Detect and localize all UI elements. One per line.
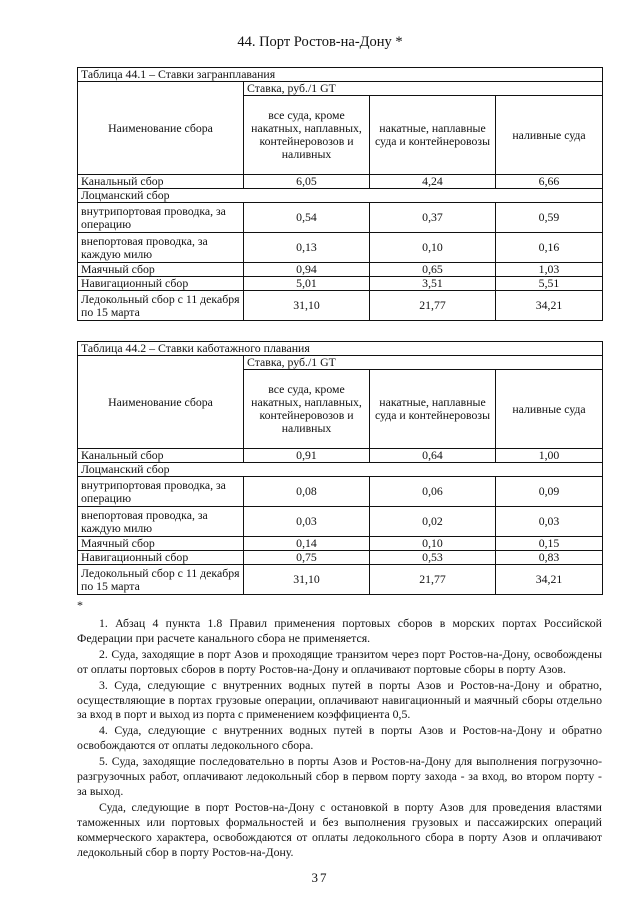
rate-value: 5,51 [496,277,603,291]
rate-value: 0,75 [244,551,370,565]
fee-name: внутрипортовая проводка, за операцию [78,203,244,233]
table-row [78,537,603,551]
table-row [78,565,603,595]
note-paragraph: 2. Суда, заходящие в порт Азов и проходящие транзитом через порт Ростов-на-Дону, освобождены от оплаты портовых сборов в порту Ростов-на-Дону и оплачивают портовые сборы в порту Азов. [77,646,602,676]
rate-value: 0,03 [244,507,370,537]
rate-value: 1,03 [496,263,603,277]
rate-value: 0,53 [370,551,496,565]
table-row [78,477,603,507]
table-row [78,203,603,233]
rate-value: 34,21 [496,291,603,321]
fee-name: Маячный сбор [78,263,244,277]
col-header-roro: накатные, наплавные суда и контейнеровозы [370,96,496,175]
rate-value: 0,91 [244,449,370,463]
rate-value: 5,01 [244,277,370,291]
table-port-fees-foreign [77,67,602,321]
rate-value: 34,21 [496,565,603,595]
rate-value: 6,66 [496,175,603,189]
table-caption: Таблица 44.1 – Ставки загранплавания [78,68,603,82]
table-port-fees-cabotage [77,341,602,595]
fee-name: Навигационный сбор [78,277,244,291]
fee-name-header: Наименование сбора [78,82,244,175]
rate-value: 6,05 [244,175,370,189]
rate-value: 31,10 [244,565,370,595]
footnote-notes [77,616,602,861]
note-paragraph: Суда, следующие в порт Ростов-на-Дону с остановкой в порту Азов для проведения властями таможенных или портовых формальностей и без выполнения грузовых и пассажирских операций коммерческого характера, освобождаются от оплаты ледокольного сбора в порту Азов и оплачивают ледокольный сбор в порту Ростов-на-Дону. [77,799,602,859]
table-row [78,263,603,277]
note-paragraph: 5. Суда, заходящие последовательно в порты Азов и Ростов-на-Дону для выполнения погрузочно-разгрузочных работ, оплачивают ледокольный сбор в первом порту захода - за вход, во втором порту - за выход. [77,754,602,798]
rate-value: 4,24 [370,175,496,189]
col-header-tankers: наливные суда [496,370,603,449]
fee-name-header: Наименование сбора [78,356,244,449]
rate-value: 31,10 [244,291,370,321]
rate-value: 0,10 [370,537,496,551]
rate-value: 0,03 [496,507,603,537]
table-row [78,449,603,463]
rate-value: 3,51 [370,277,496,291]
rate-value: 0,54 [244,203,370,233]
table-row [78,175,603,189]
fee-name: Канальный сбор [78,449,244,463]
col-header-tankers: наливные суда [496,96,603,175]
page-title: 44. Порт Ростов-на-Дону * [237,34,403,50]
table-row [78,189,603,203]
rate-value: 0,16 [496,233,603,263]
rate-value: 0,14 [244,537,370,551]
table-row [78,463,603,477]
rate-value: 0,94 [244,263,370,277]
col-header-all-ships: все суда, кроме накатных, наплавных, контейнеровозов и наливных [244,370,370,449]
note-paragraph: 1. Абзац 4 пункта 1.8 Правил применения портовых сборов в морских портах Российской Федерации при расчете канального сбора не применяется. [77,616,602,645]
fee-name: Лоцманский сбор [78,189,603,203]
rate-value: 0,10 [370,233,496,263]
col-header-roro: накатные, наплавные суда и контейнеровозы [370,370,496,449]
fee-name: Маячный сбор [78,537,244,551]
rate-header: Ставка, руб./1 GT [244,82,603,96]
rate-value: 0,02 [370,507,496,537]
rate-value: 0,65 [370,263,496,277]
fee-name: внепортовая проводка, за каждую милю [78,233,244,263]
note-paragraph: 4. Суда, следующие с внутренних водных путей в порты Азов и Ростов-на-Дону и обратно освобождаются от оплаты ледокольного сбора. [77,723,602,753]
fee-name: Лоцманский сбор [78,463,603,477]
rate-value: 0,13 [244,233,370,263]
rate-value: 21,77 [370,291,496,321]
note-paragraph: 3. Суда, следующие с внутренних водных путей в порты Азов и Ростов-на-Дону и обратно, осуществляющие в портах грузовые операции, оплачивают навигационный и маячный сборы отдельно за вход в порт и выход из порта с применением коэффициента 0,5. [77,677,602,722]
fee-name: Ледокольный сбор с 11 декабря по 15 марта [78,291,244,321]
rate-value: 0,59 [496,203,603,233]
rate-header: Ставка, руб./1 GT [244,356,603,370]
rate-value: 0,06 [370,477,496,507]
table-caption: Таблица 44.2 – Ставки каботажного плавания [78,342,603,356]
table-row [78,551,603,565]
fee-name: внепортовая проводка, за каждую милю [78,507,244,537]
footnote-mark: * [77,598,83,612]
rate-value: 0,15 [496,537,603,551]
fee-name: внутрипортовая проводка, за операцию [78,477,244,507]
table-row [78,507,603,537]
rate-value: 0,83 [496,551,603,565]
rate-value: 1,00 [496,449,603,463]
page-number: 37 [311,870,329,885]
rate-value: 0,37 [370,203,496,233]
table-row [78,277,603,291]
col-header-all-ships: все суда, кроме накатных, наплавных, контейнеровозов и наливных [244,96,370,175]
rate-value: 21,77 [370,565,496,595]
table-row [78,291,603,321]
rate-value: 0,09 [496,477,603,507]
fee-name: Ледокольный сбор с 11 декабря по 15 марта [78,565,244,595]
rate-value: 0,08 [244,477,370,507]
fee-name: Навигационный сбор [78,551,244,565]
table-row [78,233,603,263]
fee-name: Канальный сбор [78,175,244,189]
rate-value: 0,64 [370,449,496,463]
